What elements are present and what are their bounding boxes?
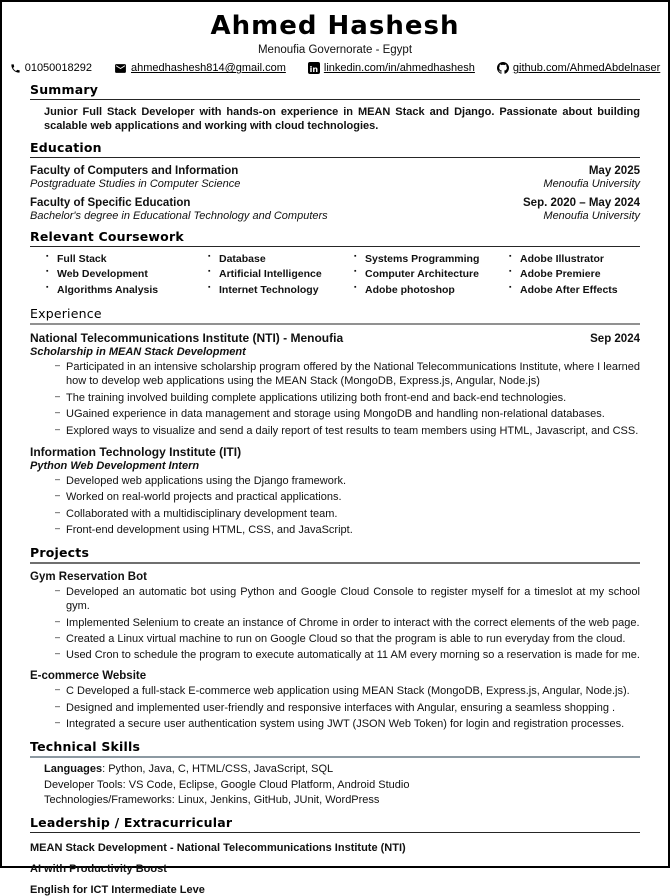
leadership-title: Leadership / Extracurricular — [30, 815, 640, 833]
experience-entry — [30, 331, 640, 438]
coursework-column — [354, 253, 509, 299]
coursework-item: ▪ Computer Architecture — [354, 268, 509, 281]
education-title: Education — [30, 140, 640, 158]
page-title: Ahmed Hashesh — [210, 11, 460, 41]
role-title: Python Web Development Intern — [30, 459, 200, 472]
coursework-item: ▪ Full Stack — [46, 253, 208, 266]
bullet-list — [54, 586, 640, 663]
coursework-item: ▪ Adobe photoshop — [354, 284, 509, 297]
section-leadership — [30, 815, 640, 896]
degree-text: Postgraduate Studies in Computer Science — [30, 178, 241, 191]
bullet-item: – Integrated a secure user authentication system using JWT (JSON Web Token) for login and registration processes. — [54, 718, 640, 732]
contact-row — [24, 62, 661, 75]
project-entry — [30, 670, 640, 732]
leadership-item: MEAN Stack Development - National Telecommunications Institute (NTI) — [30, 841, 406, 854]
bullet-item: – Developed web applications using the Django framework. — [54, 475, 640, 489]
summary-title: Summary — [30, 82, 640, 100]
skill-values: Technologies/Frameworks: Linux, Jenkins, GitHub, JUnit, WordPress — [44, 794, 380, 807]
section-skills — [30, 739, 640, 808]
linkedin-url: linkedin.com/in/ahmedhashesh — [323, 62, 475, 75]
role-title: Scholarship in MEAN Stack Development — [30, 346, 246, 359]
bullet-item: – Front-end development using HTML, CSS, and JavaScript. — [54, 524, 640, 538]
bullet-item: – Designed and implemented user-friendly and responsive interfaces with Angular, ensuring a seamless shopping . — [54, 702, 640, 716]
section-education — [30, 140, 640, 222]
section-experience — [30, 306, 640, 538]
university-name: Menoufia University — [543, 178, 640, 191]
leadership-item: AI with Productivity Boost — [30, 862, 167, 875]
bullet-item: – Collaborated with a multidisciplinary development team. — [54, 508, 640, 522]
coursework-item: ▪ Systems Programming — [354, 253, 509, 266]
phone-number: 01050018292 — [24, 62, 92, 75]
skill-values: Developer Tools: VS Code, Eclipse, Google Cloud Platform, Android Studio — [44, 778, 410, 791]
github-icon — [497, 62, 509, 74]
school-name: Faculty of Computers and Information — [30, 165, 239, 178]
experience-date: Sep 2024 — [590, 333, 640, 346]
coursework-item: ▪ Algorithms Analysis — [46, 284, 208, 297]
email-icon — [114, 62, 127, 75]
bullet-list — [54, 361, 640, 438]
bullet-item: – The training involved building complete applications utilizing both front-end and back-end technologies. — [54, 392, 640, 406]
location-text: Menoufia Governorate - Egypt — [257, 43, 413, 56]
skill-line — [44, 793, 640, 808]
project-name: E-commerce Website — [30, 670, 147, 683]
bullet-item: – Worked on real-world projects and practical applications. — [54, 491, 640, 505]
bullet-list — [54, 475, 640, 538]
projects-title: Projects — [30, 545, 640, 564]
linkedin-icon: in — [308, 62, 320, 74]
project-entry — [30, 571, 640, 663]
bullet-item: – Created a Linux virtual machine to run on Google Cloud so that the program is able to run everyday from the cloud. — [54, 633, 640, 647]
email-address: ahmedhashesh814@gmail.com — [131, 62, 286, 75]
coursework-item: ▪ Web Development — [46, 268, 208, 281]
bullet-item: – Explored ways to visualize and send a daily report of test results to team members using HTML, Javascript, and CSS. — [54, 425, 640, 439]
degree-text: Bachelor's degree in Educational Technology and Computers — [30, 210, 328, 223]
experience-entry — [30, 445, 640, 538]
university-name: Menoufia University — [543, 210, 640, 223]
education-date: May 2025 — [588, 165, 640, 178]
education-entry — [30, 197, 640, 222]
bullet-item: – Used Cron to schedule the program to execute automatically at 11 AM every morning so a reservation is made for me. — [54, 649, 640, 663]
skill-line — [44, 762, 640, 777]
phone-icon — [10, 63, 21, 74]
bullet-item: – Implemented Selenium to create an instance of Chrome in order to interact with the correct elements of the web page. — [54, 617, 640, 631]
experience-title: Experience — [30, 306, 640, 325]
bullet-list — [54, 685, 640, 732]
github-link[interactable] — [497, 62, 660, 74]
coursework-item: ▪ Artificial Intelligence — [208, 268, 354, 281]
coursework-item: ▪ Database — [208, 253, 354, 266]
coursework-item: ▪ Internet Technology — [208, 284, 354, 297]
project-name: Gym Reservation Bot — [30, 571, 147, 584]
employer-name: Information Technology Institute (ITI) — [30, 444, 242, 459]
section-projects — [30, 545, 640, 732]
github-url: github.com/AhmedAbdelnaser — [512, 62, 661, 75]
bullet-item: – Developed an automatic bot using Python and Google Cloud Console to register myself for a timeslot at my school gym. — [54, 586, 640, 614]
coursework-grid — [46, 253, 640, 299]
coursework-title: Relevant Coursework — [30, 229, 640, 247]
coursework-item: ▪ Adobe After Effects — [509, 284, 640, 297]
skill-line — [44, 778, 640, 793]
section-coursework — [30, 229, 640, 299]
skills-title: Technical Skills — [30, 739, 640, 758]
education-date: Sep. 2020 – May 2024 — [523, 197, 640, 210]
skill-values: : Python, Java, C, HTML/CSS, JavaScript, SQL — [102, 763, 334, 776]
coursework-column — [208, 253, 354, 299]
skills-list — [44, 762, 640, 808]
bullet-item: – Participated in an intensive scholarship program offered by the National Telecommunications Institute, where I learned how to develop web applications using the MEAN Stack (MongoDB, Express.js, Angular, Node.js) — [54, 361, 640, 389]
phone-link[interactable] — [10, 62, 92, 74]
coursework-column — [509, 253, 640, 299]
section-summary — [30, 82, 640, 133]
bullet-item: – C Developed a full-stack E-commerce web application using MEAN Stack (MongoDB, Express.js, Angular, Node.js). — [54, 685, 640, 699]
employer-name: National Telecommunications Institute (NTI) - Menoufia — [30, 331, 344, 346]
linkedin-link[interactable] — [308, 62, 475, 74]
resume-header — [24, 11, 661, 75]
skill-label: Languages — [44, 763, 103, 776]
school-name: Faculty of Specific Education — [30, 197, 191, 210]
coursework-column — [46, 253, 208, 299]
coursework-item: ▪ Adobe Premiere — [509, 268, 640, 281]
coursework-item: ▪ Adobe Illustrator — [509, 253, 640, 266]
education-entry — [30, 165, 640, 190]
summary-text: Junior Full Stack Developer with hands-on experience in MEAN Stack and Django. Passionate about building scalable web applications and working with cloud technologies. — [44, 105, 640, 132]
bullet-item: – UGained experience in data management and storage using MongoDB and handling non-relational databases. — [54, 408, 640, 422]
email-link[interactable] — [114, 62, 286, 75]
leadership-item: English for ICT Intermediate Leve — [30, 883, 205, 896]
